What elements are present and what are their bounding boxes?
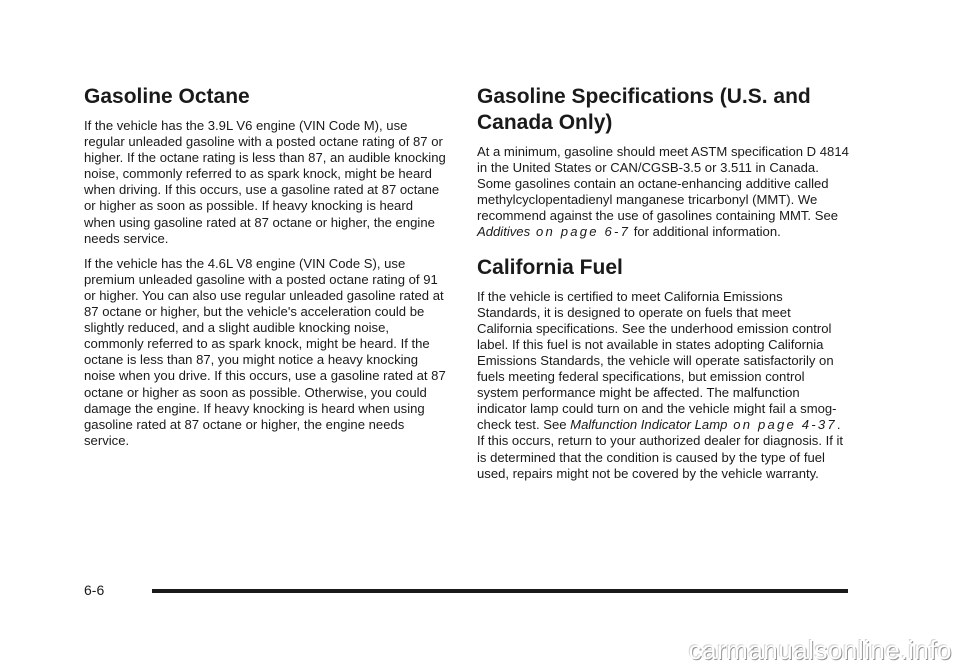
link-malfunction-indicator-lamp[interactable] <box>570 417 837 432</box>
spec-tail: for additional information. <box>630 224 781 240</box>
california-tail: . If this occurs, return to your authorized dealer for diagnosis. If it is determined that the condition is caused by the type of fuel used, repairs might not be covered by the vehicle warranty. <box>477 417 844 481</box>
link-mil-page: on page 4-37 <box>727 417 837 433</box>
paragraph-v6-octane: If the vehicle has the 3.9L V6 engine (VIN Code M), use regular unleaded gasoline with a posted octane rating of 87 or higher. If the octane rating is less than 87, an audible knocking noise, commonly referred to as spark knock, might be heard when driving. If this occurs, use a gasoline rated at 87 octane or higher as soon as possible. If heavy knocking is heard when using gasoline rated at 87 octane or higher, the engine needs service. <box>84 118 446 246</box>
paragraph-gasoline-specifications <box>477 144 849 241</box>
left-column <box>84 84 446 458</box>
section-heading-gasoline-octane: Gasoline Octane <box>84 85 250 108</box>
right-column <box>477 84 849 491</box>
paragraph-v8-octane: If the vehicle has the 4.6L V8 engine (VIN Code S), use premium unleaded gasoline with a posted octane rating of 91 or higher. You can also use regular unleaded gasoline rated at 87 octane or higher, but the vehicle's acceleration could be slightly reduced, and a slight audible knocking noise, commonly referred to as spark knock, might be heard. If the octane is less than 87, you might notice a heavy knocking noise when you drive. If this occurs, use a gasoline rated at 87 octane or higher as soon as possible. Otherwise, you could damage the engine. If heavy knocking is heard when using gasoline rated at 87 octane or higher, the engine needs service. <box>84 255 446 448</box>
paragraph-california-fuel <box>477 289 849 482</box>
footer-rule <box>152 589 848 593</box>
section-heading-gasoline-specifications: Gasoline Specifications (U.S. and Canada Only) <box>477 85 811 134</box>
link-mil-title: Malfunction Indicator Lamp <box>570 417 728 433</box>
watermark: carmanualsonline.info <box>688 635 952 665</box>
section-heading-california-fuel: California Fuel <box>477 255 623 279</box>
link-additives-page: on page 6-7 <box>530 224 631 240</box>
spec-text: At a minimum, gasoline should meet ASTM specification D 4814 in the United States or CAN/CGSB-3.5 or 3.511 in Canada. Some gasolines contain an octane-enhancing additive called methylcyclopentadienyl manganese tricarbonyl (MMT). We recommend against the use of gasolines containing MMT. See <box>477 144 849 224</box>
page-number: 6-6 <box>84 582 105 598</box>
link-additives[interactable] <box>477 224 630 239</box>
california-text: If the vehicle is certified to meet California Emissions Standards, it is designed to operate on fuels that meet California specifications. See the underhood emission control label. If this fuel is not available in states adopting California Emissions Standards, the vehicle will operate satisfactorily on fuels meeting federal specifications, but emission control system performance might be affected. The malfunction indicator lamp could turn on and the vehicle might fail a smog-check test. See <box>477 288 837 433</box>
link-additives-title: Additives <box>477 224 531 240</box>
